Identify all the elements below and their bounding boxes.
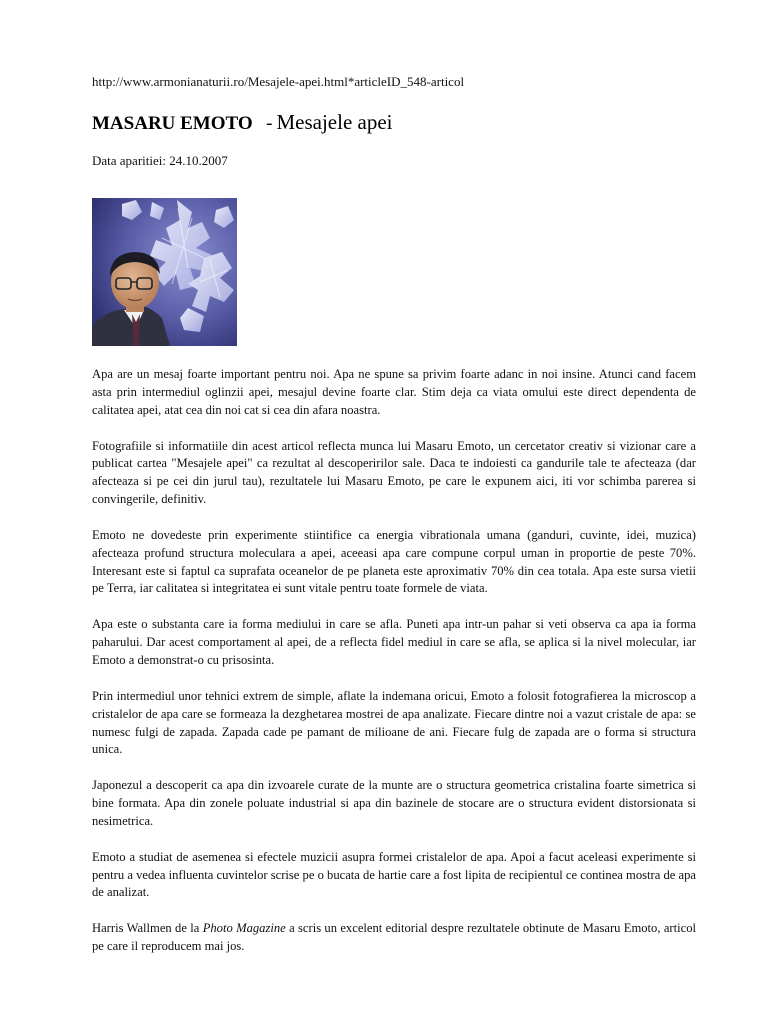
paragraph: Apa este o substanta care ia forma mediului in care se afla. Puneti apa intr-un pahar si veti observa ca apa ia forma paharului. Dar acest comportament al apei, de a reflecta fidel mediul in care se afla, se aplica si la nivel molecular, iar Emoto a demonstrat-o cu prisosinta. bbox=[92, 617, 696, 667]
portrait-with-ice-crystal-icon bbox=[92, 198, 237, 346]
article-body bbox=[92, 366, 696, 974]
title-subtitle: Mesajele apei bbox=[276, 110, 393, 134]
paragraph: Japonezul a descoperit ca apa din izvoarele curate de la munte are o structura geometrica cristalina foarte simetrica si bine formata. Apa din zonele poluate industrial si apa din bazinele de stocare are o structura evident distorsionata si nesimetrica. bbox=[92, 778, 696, 828]
magazine-name: Photo Magazine bbox=[202, 921, 286, 936]
title-separator: - bbox=[266, 113, 273, 134]
paragraph: Fotografiile si informatiile din acest articol reflecta munca lui Masaru Emoto, un cercetator creativ si vizionar care a publicat cartea "Mesajele apei" ca rezultat al descoperirilor sale. Daca te indoiesti ca gandurile tale te afecteaza (dar afecteaza si pe cei din jurul tau), rezultatele lui Masaru Emoto, pe care le expunem aici, iti vor schimba parerea si convingerile, definitiv. bbox=[92, 438, 696, 506]
paragraph-last bbox=[92, 920, 696, 956]
article-title bbox=[92, 110, 393, 135]
title-name: MASARU EMOTO bbox=[92, 113, 253, 134]
source-url: http://www.armonianaturii.ro/Mesajele-apei.html*articleID_548-articol bbox=[92, 74, 465, 89]
publish-date: Data aparitiei: 24.10.2007 bbox=[92, 153, 228, 168]
paragraph: Apa are un mesaj foarte important pentru noi. Apa ne spune sa privim foarte adanc in noi insine. Atunci cand facem asta prin intermediul oglinzii apei, mesajul devine foarte clar. Stim deja ca viata omului este direct dependenta de calitatea apei, atat cea din noi cat si cea din afara noastra. bbox=[92, 367, 696, 417]
paragraph: Emoto a studiat de asemenea si efectele muzicii asupra formei cristalelor de apa. Apoi a facut aceleasi experimente si pentru a vedea influenta cuvintelor scrise pe o bucata de hartie care a fost lipita de recipientul ce continea mostra de apa de analizat. bbox=[92, 849, 696, 900]
portrait-photo bbox=[92, 198, 237, 346]
last-paragraph-end: a scris un excelent editorial despre rezultatele obtinute de Masaru Emoto, articol pe care il reproducem mai jos. bbox=[92, 921, 696, 954]
paragraph: Prin intermediul unor tehnici extrem de simple, aflate la indemana oricui, Emoto a folosit fotografierea la microscop a cristalelor de apa care se formeaza la dezghetarea mostrei de apa analizate. Fiecare dintre noi a vazut cristale de apa: se numesc fulgi de zapada. Zapada cade pe pamant de milioane de ani. Fiecare fulg de zapada are o forma si structura unica. bbox=[92, 688, 696, 757]
last-paragraph-start: Harris Wallmen de la bbox=[92, 921, 203, 936]
paragraph: Emoto ne dovedeste prin experimente stiintifice ca energia vibrationala umana (ganduri, cuvinte, idei, muzica) afecteaza profund structura moleculara a apei, aceeasi apa care compune corpul uman in proportie de peste 70%. Interesant este si faptul ca suprafata oceanelor de pe planeta este aproximativ 70% din cea totala. Apa este sursa vietii pe Terra, iar calitatea si integritatea ei sunt vitale pentru toate formele de viata. bbox=[92, 527, 696, 596]
